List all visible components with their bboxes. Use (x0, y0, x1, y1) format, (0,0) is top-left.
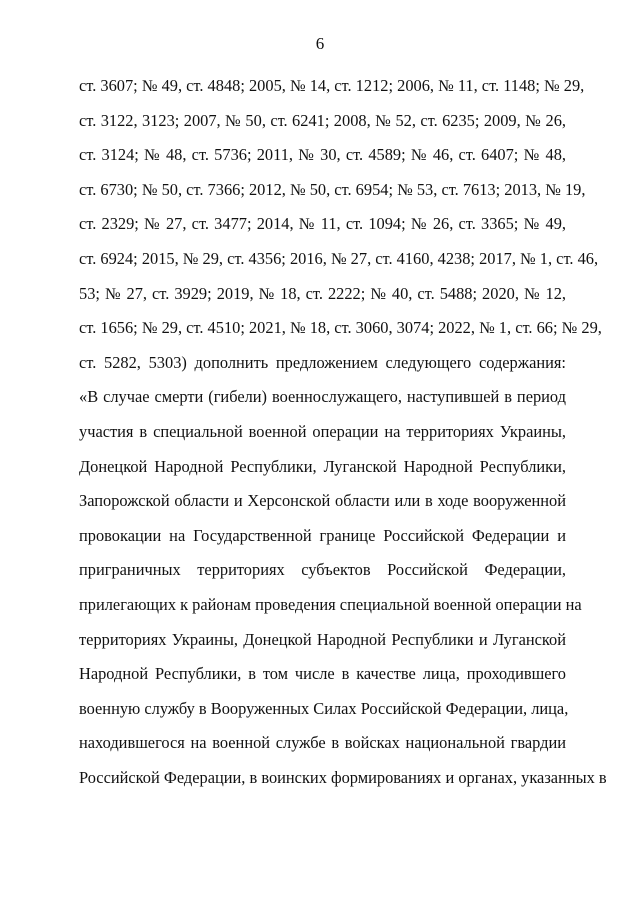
text-line: ст. 3607; № 49, ст. 4848; 2005, № 14, ст. 1212; 2006, № 11, ст. 1148; № 29, (79, 76, 585, 95)
page-number: 6 (315, 34, 325, 53)
text-line: Российской Федерации, в воинских формированиях и органах, указанных в (79, 767, 607, 787)
text-line: участия в специальной военной операции на территориях Украины, (79, 421, 566, 441)
text-line: ст. 5282, 5303) дополнить предложением следующего содержания: (79, 352, 566, 372)
text-line: ст. 6924; 2015, № 29, ст. 4356; 2016, № 27, ст. 4160, 4238; 2017, № 1, ст. 46, (79, 248, 599, 268)
text-line: провокации на Государственной границе Российской Федерации и (79, 525, 566, 545)
text-line: Запорожской области и Херсонской области или в ходе вооруженной (79, 491, 566, 511)
text-line: 53; № 27, ст. 3929; 2019, № 18, ст. 2222; № 40, ст. 5488; 2020, № 12, (79, 283, 566, 303)
text-line: Народной Республики, в том числе в качестве лица, проходившего (79, 664, 566, 684)
text-line: ст. 2329; № 27, ст. 3477; 2014, № 11, ст. 1094; № 26, ст. 3365; № 49, (79, 214, 566, 234)
body-text (79, 74, 607, 800)
text-line: ст. 3122, 3123; 2007, № 50, ст. 6241; 2008, № 52, ст. 6235; 2009, № 26, (79, 110, 566, 130)
text-line: «В случае смерти (гибели) военнослужащего, наступившей в период (79, 387, 566, 407)
text-line: Донецкой Народной Республики, Луганской Народной Республики, (79, 456, 566, 476)
text-line: ст. 3124; № 48, ст. 5736; 2011, № 30, ст. 4589; № 46, ст. 6407; № 48, (79, 145, 566, 165)
text-line: находившегося на военной службе в войсках национальной гвардии (79, 733, 566, 753)
text-line: ст. 6730; № 50, ст. 7366; 2012, № 50, ст. 6954; № 53, ст. 7613; 2013, № 19, (79, 179, 586, 199)
text-line: военную службу в Вооруженных Силах Российской Федерации, лица, (79, 698, 569, 718)
text-line: прилегающих к районам проведения специальной военной операции на (79, 594, 582, 614)
text-line: территориях Украины, Донецкой Народной Республики и Луганской (79, 629, 566, 649)
text-line: ст. 1656; № 29, ст. 4510; 2021, № 18, ст. 3060, 3074; 2022, № 1, ст. 66; № 29, (79, 318, 602, 338)
text-line: приграничных территориях субъектов Российской Федерации, (79, 560, 566, 580)
